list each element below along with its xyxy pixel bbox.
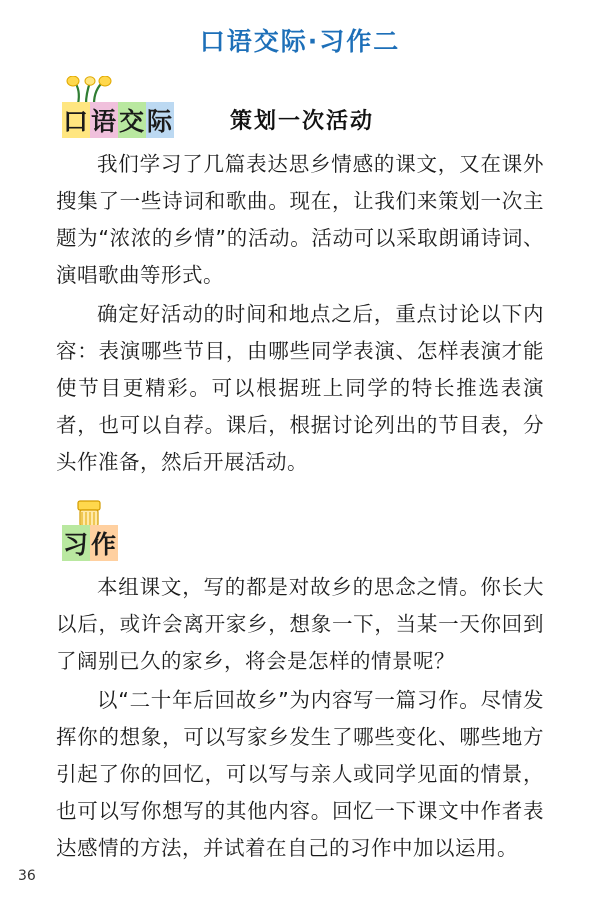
section-body-writing <box>0 569 600 867</box>
section-body-oral <box>0 146 600 481</box>
page-title: 口语交际·习作二 <box>199 27 401 56</box>
paragraph: 以“二十年后回故乡”为内容写一篇习作。尽情发挥你的想象，可以写家乡发生了哪些变化、哪些地方引起了你的回忆，可以写与亲人或同学见面的情景，也可以写你想写的其他内容。回忆一下课文中作者表达感情的方法，并试着在自己的习作中加以运用。 <box>56 688 544 860</box>
section-header-writing <box>0 499 600 569</box>
badge-writing <box>62 499 192 565</box>
paragraph: 确定好活动的时间和地点之后，重点讨论以下内容：表演哪些节目，由哪些同学表演、怎样表演才能使节目更精彩。可以根据班上同学的特长推选表演者，也可以自荐。课后，根据讨论列出的节目表，分头作准备，然后开展活动。 <box>56 302 544 474</box>
badge-oral <box>62 76 192 142</box>
page-number: 36 <box>18 868 36 884</box>
badge-writing-label: 习作 <box>62 525 118 561</box>
badge-oral-label: 口语交际 <box>62 102 174 138</box>
section-subtitle-oral: 策划一次活动 <box>230 109 375 134</box>
paragraph: 本组课文，写的都是对故乡的思念之情。你长大以后，或许会离开家乡，想象一下，当某一天你回到了阔别已久的家乡，将会是怎样的情景呢？ <box>56 575 544 673</box>
paragraph: 我们学习了几篇表达思乡情感的课文，又在课外搜集了一些诗词和歌曲。现在，让我们来策划一次主题为“浓浓的乡情”的活动。活动可以采取朗诵诗词、演唱歌曲等形式。 <box>56 152 544 287</box>
section-header-oral <box>0 76 600 146</box>
